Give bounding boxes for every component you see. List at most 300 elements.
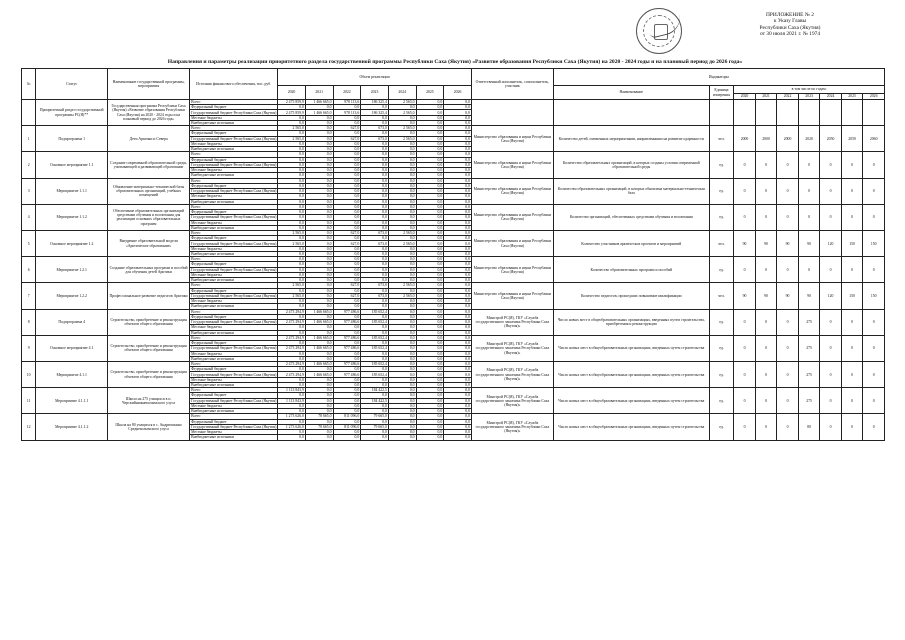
ind-year-header: 2022 [777, 94, 799, 100]
volume-cell: 2 475 859,9 [278, 100, 306, 105]
volume-cell: 0,0 [444, 367, 472, 372]
indicator-value: 0 [755, 152, 777, 178]
volume-cell: 0,0 [388, 372, 416, 377]
indicator-value: 0 [777, 257, 799, 283]
indicator-value: 0 [841, 178, 863, 204]
volume-cell: 0,0 [278, 131, 306, 136]
row-number: 9 [22, 335, 36, 361]
volume-cell: 0,0 [278, 173, 306, 178]
volume-cell: 0,0 [416, 121, 444, 126]
volume-cell: 0,0 [444, 257, 472, 262]
volume-cell: 0,0 [361, 199, 389, 204]
volume-cell: 1 113 843,9 [278, 398, 306, 403]
volume-cell: 2 565,0 [388, 293, 416, 298]
volume-cell: 0,0 [416, 335, 444, 340]
row-name: Школа на 275 учащихся в п. Черскийнижнеколымского улуса [108, 388, 190, 414]
volume-cell: 185 652,4 [361, 309, 389, 314]
volume-cell: 0,0 [361, 351, 389, 356]
source-label: Всего [190, 414, 278, 419]
volume-cell: 0,0 [444, 351, 472, 356]
volume-cell: 0,0 [388, 278, 416, 283]
row-executor: Министерство образования и науки Республики Саха (Якутия) [471, 152, 553, 178]
indicator-value [777, 100, 799, 126]
row-name: Строительство, приобретение и реконструкция объектов общего образования [108, 335, 190, 361]
volume-cell: 0,0 [444, 414, 472, 419]
indicator-unit: чел. [709, 126, 734, 152]
year-header: 2023 [361, 86, 389, 100]
volume-cell: 0,0 [361, 225, 389, 230]
volume-cell: 0,0 [444, 110, 472, 115]
volume-cell: 0,0 [305, 419, 333, 424]
volume-cell: 0,0 [278, 325, 306, 330]
volume-cell: 0,0 [416, 409, 444, 414]
volume-cell: 0,0 [305, 257, 333, 262]
source-label: Государственный бюджет Республики Саха (Якутия) [191, 189, 277, 194]
volume-cell: 0,0 [305, 178, 333, 183]
volume-cell: 0,0 [388, 414, 416, 419]
indicator-value: 0 [841, 362, 863, 388]
volume-cell: 0,0 [444, 304, 472, 309]
indicator-value: 0 [734, 257, 756, 283]
source-label: Местные бюджеты [190, 194, 278, 199]
volume-cell: 0,0 [305, 142, 333, 147]
volume-cell: 0,0 [444, 199, 472, 204]
volume-cell: 0,0 [305, 341, 333, 346]
volume-cell: 185 652,4 [361, 320, 389, 325]
row-name: Внедрение образовательной модели «Арктическое образование» [108, 231, 190, 257]
volume-cell: 0,0 [361, 267, 389, 272]
volume-cell: 0,0 [388, 173, 416, 178]
volume-cell: 0,0 [388, 262, 416, 267]
volume-cell: 0,0 [388, 183, 416, 188]
volume-cell: 2 565,0 [388, 283, 416, 288]
volume-cell: 78 665,0 [305, 424, 333, 429]
volume-cell: 0,0 [361, 147, 389, 152]
volume-cell: 0,0 [416, 241, 444, 246]
row-number: 12 [22, 414, 36, 440]
volume-cell: 0,0 [416, 283, 444, 288]
indicator-value: 0 [798, 204, 820, 230]
indicator-value: 0 [755, 257, 777, 283]
col-indicators: Индикаторы [553, 69, 884, 86]
volume-cell: 0,0 [444, 131, 472, 136]
volume-cell: 0,0 [278, 152, 306, 157]
volume-cell: 0,0 [388, 210, 416, 215]
volume-cell: 0,0 [305, 194, 333, 199]
row-status: Мероприятие 1.2.2 [36, 283, 108, 309]
indicator-value: 0 [734, 414, 756, 440]
volume-cell: 0,0 [444, 398, 472, 403]
volume-cell: 0,0 [278, 252, 306, 257]
indicator-value: 0 [755, 178, 777, 204]
row-status: Основное мероприятие 4.1 [36, 335, 108, 361]
indicator-value: 0 [863, 257, 885, 283]
source-label: Внебюджетные источники [190, 383, 278, 388]
volume-cell: 0,0 [278, 273, 306, 278]
volume-cell: 0,0 [333, 257, 361, 262]
volume-cell: 0,0 [361, 162, 389, 167]
volume-cell: 0,0 [388, 220, 416, 225]
indicator-value: 2050 [820, 126, 842, 152]
row-number: 1 [22, 126, 36, 152]
annex-line: от 30 июля 2021 г. № 1974 [759, 30, 821, 37]
indicator-value: 275 [798, 335, 820, 361]
volume-cell: 0,0 [388, 152, 416, 157]
indicator-value: 0 [734, 152, 756, 178]
volume-cell: 0,0 [333, 419, 361, 424]
indicator-value: 0 [734, 204, 756, 230]
volume-cell: 0,0 [333, 162, 361, 167]
volume-cell: 1 273 626,0 [278, 424, 306, 429]
document-title: Направления и параметры реализации приоритетного раздела государственной программы Республики Саха (Якутия) «Развитие образования Республики Саха (Якутия) на 2020 - 2024 годы и на плановый период до 2026 года» [167, 59, 743, 65]
row-status: Основное мероприятие 1.1 [36, 152, 108, 178]
volume-cell: 0,0 [388, 199, 416, 204]
indicator-value: 80 [798, 414, 820, 440]
indicator-name: Количество педагогов, прошедших повышение квалификации [553, 283, 709, 309]
volume-cell: 0,0 [305, 215, 333, 220]
indicator-value [863, 100, 885, 126]
volume-cell: 0,0 [361, 273, 389, 278]
volume-cell: 0,0 [333, 404, 361, 409]
volume-cell: 0,0 [416, 320, 444, 325]
volume-cell: 0,0 [416, 309, 444, 314]
volume-cell: 0,0 [444, 341, 472, 346]
indicator-value: 0 [777, 362, 799, 388]
row-executor [471, 100, 553, 126]
volume-cell: 0,0 [388, 189, 416, 194]
volume-cell: 0,0 [388, 288, 416, 293]
volume-cell: 0,0 [305, 225, 333, 230]
row-executor: Министерство образования и науки Республики Саха (Якутия) [471, 283, 553, 309]
row-number: 10 [22, 362, 36, 388]
volume-cell: 0,0 [278, 393, 306, 398]
row-number: 6 [22, 257, 36, 283]
indicator-value: 150 [841, 231, 863, 257]
volume-cell: 0,0 [278, 147, 306, 152]
volume-cell: 0,0 [278, 168, 306, 173]
volume-cell: 0,0 [388, 325, 416, 330]
volume-cell: 0,0 [444, 152, 472, 157]
volume-cell: 2 473 294,9 [278, 335, 306, 340]
volume-cell: 0,0 [305, 173, 333, 178]
volume-cell: 0,0 [416, 225, 444, 230]
source-label: Федеральный бюджет [190, 314, 278, 319]
indicator-value: 0 [820, 257, 842, 283]
volume-cell: 0,0 [361, 341, 389, 346]
volume-cell: 0,0 [333, 273, 361, 278]
row-name: Профессиональное развитие педагогов Арктики [108, 283, 190, 309]
volume-cell: 0,0 [444, 252, 472, 257]
source-label: Федеральный бюджет [190, 262, 278, 267]
volume-cell: 0,0 [333, 199, 361, 204]
volume-cell: 2 565,0 [388, 100, 416, 105]
volume-cell: 0,0 [361, 189, 389, 194]
volume-cell: 0,0 [361, 173, 389, 178]
indicator-name: Число новых мест в общеобразовательных организациях, введенных путем строительства [553, 362, 709, 388]
volume-cell: 0,0 [305, 267, 333, 272]
indicator-value: 0 [863, 335, 885, 361]
indicator-name: Количество образовательных программ и пособий [553, 257, 709, 283]
source-label: Всего [190, 283, 278, 288]
volume-cell: 0,0 [388, 335, 416, 340]
volume-cell: 977 486,6 [333, 362, 361, 367]
indicator-value: 0 [820, 309, 842, 335]
volume-cell: 0,0 [416, 267, 444, 272]
source-label: Всего [190, 362, 278, 367]
volume-cell: 0,0 [444, 189, 472, 194]
annex-header [690, 12, 890, 37]
volume-cell: 2 473 294,9 [278, 346, 306, 351]
volume-cell: 0,0 [416, 183, 444, 188]
volume-cell: 0,0 [388, 252, 416, 257]
indicator-value: 0 [798, 257, 820, 283]
volume-cell: 0,0 [305, 121, 333, 126]
volume-cell: 0,0 [361, 430, 389, 435]
row-executor: Минстрой РС(Я), ГКУ «Служба государственного заказчика Республики Саха (Якутия)» [471, 388, 553, 414]
indicator-value [755, 100, 777, 126]
volume-cell: 0,0 [333, 356, 361, 361]
row-name: Обеспечение образовательных организаций средствами обучения и воспитания для реализации основных образовательных программ [108, 204, 190, 230]
volume-cell: 0,0 [444, 157, 472, 162]
source-label: Местные бюджеты [190, 351, 278, 356]
volume-cell: 0,0 [416, 204, 444, 209]
volume-cell: 0,0 [388, 346, 416, 351]
volume-cell: 0,0 [444, 168, 472, 173]
volume-cell: 0,0 [444, 435, 472, 440]
indicator-value: 0 [798, 152, 820, 178]
source-label: Местные бюджеты [190, 168, 278, 173]
row-name: Строительство, приобретение и реконструкция объектов общего образования [108, 309, 190, 335]
volume-cell: 0,0 [361, 288, 389, 293]
col-volume: Объем реализации [278, 69, 472, 86]
volume-cell: 0,0 [361, 157, 389, 162]
volume-cell: 0,0 [361, 278, 389, 283]
volume-cell: 0,0 [361, 183, 389, 188]
source-label: Внебюджетные источники [190, 147, 278, 152]
volume-cell: 0,0 [416, 115, 444, 120]
volume-cell: 0,0 [416, 178, 444, 183]
volume-cell: 0,0 [305, 220, 333, 225]
source-label: Государственный бюджет Республики Саха (Якутия) [191, 162, 277, 167]
row-number: 3 [22, 178, 36, 204]
volume-cell: 0,0 [388, 267, 416, 272]
volume-cell: 0,0 [388, 398, 416, 403]
volume-cell: 0,0 [388, 404, 416, 409]
indicator-value: 0 [841, 204, 863, 230]
row-status: Мероприятие 1.2.1 [36, 257, 108, 283]
volume-cell: 0,0 [416, 383, 444, 388]
volume-cell: 0,0 [388, 367, 416, 372]
volume-cell: 0,0 [305, 377, 333, 382]
source-label: Местные бюджеты [190, 246, 278, 251]
volume-cell: 0,0 [361, 236, 389, 241]
indicator-value: 90 [777, 283, 799, 309]
source-label: Внебюджетные источники [190, 225, 278, 230]
indicator-value: 0 [820, 335, 842, 361]
volume-cell: 0,0 [305, 388, 333, 393]
volume-cell: 0,0 [388, 257, 416, 262]
ind-year-header: 2020 [734, 94, 756, 100]
indicator-value: 0 [863, 309, 885, 335]
volume-cell: 0,0 [444, 100, 472, 105]
indicator-value: 2000 [734, 126, 756, 152]
indicator-value: 0 [777, 204, 799, 230]
indicator-value: 0 [820, 178, 842, 204]
volume-cell: 0,0 [416, 419, 444, 424]
volume-cell: 977 486,6 [333, 346, 361, 351]
ind-year-header: 2021 [755, 94, 777, 100]
source-label: Государственный бюджет Республики Саха (Якутия) [191, 215, 277, 220]
volume-cell: 0,0 [416, 194, 444, 199]
volume-cell: 0,0 [333, 215, 361, 220]
volume-cell: 0,0 [361, 142, 389, 147]
volume-cell: 0,0 [305, 199, 333, 204]
volume-cell: 1 466 665,0 [305, 110, 333, 115]
indicator-value: 0 [841, 152, 863, 178]
volume-cell: 0,0 [333, 435, 361, 440]
source-label: Внебюджетные источники [190, 278, 278, 283]
volume-cell: 0,0 [333, 210, 361, 215]
volume-cell: 0,0 [416, 100, 444, 105]
volume-cell: 0,0 [361, 393, 389, 398]
indicator-unit: чел. [709, 231, 734, 257]
volume-cell: 0,0 [444, 325, 472, 330]
row-number: 4 [22, 204, 36, 230]
volume-cell: 0,0 [361, 383, 389, 388]
volume-cell: 0,0 [305, 398, 333, 403]
volume-cell: 0,0 [416, 147, 444, 152]
volume-cell: 0,0 [444, 335, 472, 340]
source-label: Местные бюджеты [190, 115, 278, 120]
source-label: Федеральный бюджет [190, 236, 278, 241]
volume-cell: 0,0 [333, 288, 361, 293]
volume-cell: 0,0 [278, 435, 306, 440]
indicator-value: 0 [841, 388, 863, 414]
source-label: Внебюджетные источники [190, 199, 278, 204]
volume-cell: 0,0 [416, 173, 444, 178]
volume-cell: 0,0 [388, 377, 416, 382]
volume-cell: 0,0 [278, 210, 306, 215]
source-label: Внебюджетные источники [190, 121, 278, 126]
row-name: Строительство, приобретение и реконструкция объектов общего образования [108, 362, 190, 388]
indicator-unit: ед. [709, 362, 734, 388]
volume-cell: 0,0 [388, 351, 416, 356]
source-label: Внебюджетные источники [190, 252, 278, 257]
volume-cell: 0,0 [333, 393, 361, 398]
volume-cell: 0,0 [278, 356, 306, 361]
volume-cell: 0,0 [388, 225, 416, 230]
row-status: Приоритетный раздел государственной программы РС(Я)** [36, 100, 108, 126]
row-executor: Минстрой РС(Я), ГКУ «Служба государственного заказчика Республики Саха (Якутия)» [471, 335, 553, 361]
volume-cell: 185 652,4 [361, 335, 389, 340]
volume-cell: 0,0 [333, 278, 361, 283]
volume-cell: 0,0 [305, 288, 333, 293]
volume-cell: 0,0 [305, 115, 333, 120]
col-by-years: в том числе по годам: [734, 86, 885, 94]
volume-cell: 0,0 [278, 121, 306, 126]
indicator-value: 90 [755, 283, 777, 309]
volume-cell: 0,0 [278, 157, 306, 162]
volume-cell: 0,0 [305, 283, 333, 288]
volume-cell: 0,0 [278, 204, 306, 209]
volume-cell: 0,0 [444, 404, 472, 409]
volume-cell: 0,0 [333, 142, 361, 147]
source-label: Федеральный бюджет [190, 131, 278, 136]
row-name: Обновление материально-технической базы образовательных организаций, учебных помещений [108, 178, 190, 204]
volume-cell: 0,0 [416, 393, 444, 398]
volume-cell: 0,0 [333, 194, 361, 199]
volume-cell: 0,0 [444, 409, 472, 414]
source-label: Федеральный бюджет [190, 393, 278, 398]
row-status: Основное мероприятие 1.2 [36, 231, 108, 257]
volume-cell: 0,0 [388, 330, 416, 335]
volume-cell: 0,0 [388, 204, 416, 209]
volume-cell: 0,0 [416, 362, 444, 367]
indicator-name: Количество участников арктических проектов и мероприятий [553, 231, 709, 257]
volume-cell: 0,0 [361, 257, 389, 262]
indicator-value: 0 [863, 388, 885, 414]
volume-cell: 0,0 [416, 199, 444, 204]
volume-cell: 0,0 [305, 236, 333, 241]
volume-cell: 0,0 [333, 115, 361, 120]
row-executor: Министерство образования и науки Республики Саха (Якутия) [471, 204, 553, 230]
volume-cell: 0,0 [444, 430, 472, 435]
source-label: Государственный бюджет Республики Саха (Якутия) [191, 398, 277, 403]
year-header: 2024 [388, 86, 416, 100]
volume-cell: 0,0 [333, 189, 361, 194]
row-executor: Министерство образования и науки Республики Саха (Якутия) [471, 257, 553, 283]
volume-cell: 0,0 [333, 173, 361, 178]
row-number: 5 [22, 231, 36, 257]
volume-cell: 0,0 [305, 356, 333, 361]
volume-cell: 0,0 [305, 231, 333, 236]
indicator-value: 2020 [798, 126, 820, 152]
volume-cell: 627,0 [333, 293, 361, 298]
year-header: 2020 [278, 86, 306, 100]
volume-cell: 0,0 [305, 278, 333, 283]
col-unit: Единица измерения [709, 86, 734, 100]
indicator-name [553, 100, 709, 126]
volume-cell: 0,0 [278, 199, 306, 204]
volume-cell: 0,0 [278, 278, 306, 283]
volume-cell: 1 466 665,0 [305, 309, 333, 314]
indicator-value: 90 [777, 231, 799, 257]
volume-cell: 0,0 [333, 351, 361, 356]
volume-cell: 0,0 [444, 356, 472, 361]
volume-cell: 0,0 [333, 225, 361, 230]
volume-cell: 0,0 [278, 419, 306, 424]
volume-cell: 1 466 665,0 [305, 346, 333, 351]
program-table-body [22, 100, 885, 441]
source-label: Всего [190, 257, 278, 262]
volume-cell: 0,0 [444, 204, 472, 209]
volume-cell: 0,0 [333, 267, 361, 272]
volume-cell: 0,0 [361, 115, 389, 120]
indicator-value: 0 [841, 335, 863, 361]
indicator-value: 0 [755, 388, 777, 414]
volume-cell: 0,0 [361, 131, 389, 136]
volume-cell: 0,0 [278, 367, 306, 372]
volume-cell: 0,0 [305, 273, 333, 278]
volume-cell: 0,0 [388, 362, 416, 367]
volume-cell: 0,0 [444, 278, 472, 283]
row-executor: Министерство образования и науки Республики Саха (Якутия) [471, 126, 553, 152]
volume-cell: 2 565,0 [278, 283, 306, 288]
volume-cell: 0,0 [416, 210, 444, 215]
indicator-value: 0 [820, 204, 842, 230]
volume-cell: 0,0 [333, 398, 361, 403]
source-label: Федеральный бюджет [190, 210, 278, 215]
